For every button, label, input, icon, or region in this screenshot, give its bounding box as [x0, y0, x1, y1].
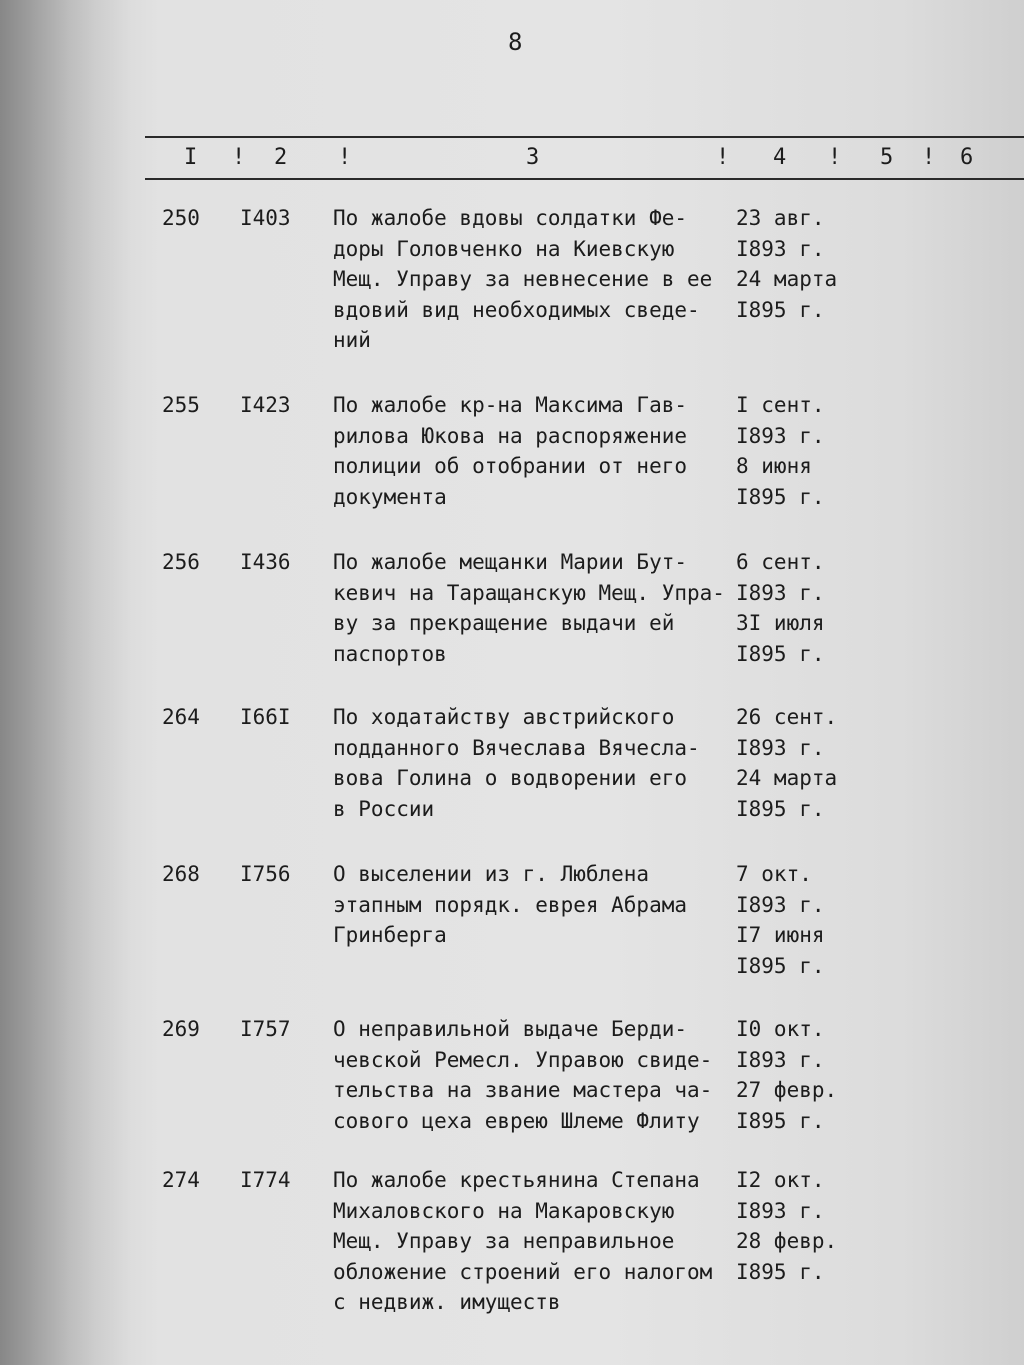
date-start-day: 26 сент.	[736, 705, 838, 729]
header-bottom-rule	[145, 178, 1024, 180]
date-start-year: I893 г.	[736, 580, 825, 605]
header-col-6: 6	[960, 145, 974, 170]
entry-file-number: I774	[240, 1168, 291, 1192]
description-line: О выселении из г. Люблена	[333, 862, 650, 886]
date-start-year: I893 г.	[736, 1047, 825, 1072]
entry-description	[333, 547, 725, 669]
header-top-rule	[145, 136, 1024, 138]
description-line: По ходатайству австрийского	[333, 705, 675, 729]
date-end-year: I895 г.	[736, 1259, 825, 1284]
page-number: 8	[508, 28, 524, 56]
entry-dates	[736, 547, 825, 669]
description-line: документа	[333, 484, 447, 509]
description-line: ву за прекращение выдачи ей	[333, 611, 675, 635]
entry-description	[333, 859, 687, 951]
header-separator: !	[828, 145, 842, 170]
entry-description	[333, 1165, 712, 1318]
description-line: этапным порядк. еврея Абрама	[333, 892, 688, 917]
entry-dates	[736, 390, 825, 512]
entry-dates	[736, 859, 825, 981]
date-end-day: 8 июня	[736, 454, 812, 478]
description-line: ний	[333, 328, 371, 352]
entry-dates	[736, 1165, 837, 1287]
date-start-day: 7 окт.	[736, 862, 812, 886]
date-end-day: 28 февр.	[736, 1229, 838, 1253]
entry-description	[333, 203, 712, 356]
entry-file-number: I423	[240, 393, 291, 417]
entry-number: 274	[162, 1168, 200, 1192]
entry-number: 255	[162, 393, 200, 417]
description-line: доры Головченко на Киевскую	[333, 236, 675, 261]
entry-file-number: I436	[240, 550, 291, 574]
date-end-year: I895 г.	[736, 484, 825, 509]
description-line: подданного Вячеслава Вячесла-	[333, 735, 700, 760]
entry-number: 268	[162, 862, 200, 886]
description-line: По жалобе мещанки Марии Бут-	[333, 550, 688, 574]
date-end-year: I895 г.	[736, 1108, 825, 1133]
date-start-day: I2 окт.	[736, 1168, 825, 1192]
date-end-year: I895 г.	[736, 641, 825, 666]
date-start-year: I893 г.	[736, 892, 825, 917]
entry-dates	[736, 203, 837, 325]
description-line: О неправильной выдаче Берди-	[333, 1017, 688, 1041]
header-separator: !	[338, 145, 352, 170]
entry-number: 256	[162, 550, 200, 574]
description-line: Михаловского на Макаровскую	[333, 1198, 675, 1223]
date-end-year: I895 г.	[736, 953, 825, 978]
description-line: кевич на Таращанскую Мещ. Упра-	[333, 580, 725, 605]
date-start-day: I0 окт.	[736, 1017, 825, 1041]
description-line: По жалобе вдовы солдатки Фе-	[333, 206, 688, 230]
description-line: в России	[333, 796, 435, 821]
entry-file-number: I757	[240, 1017, 291, 1041]
description-line: сового цеха еврею Шлеме Флиту	[333, 1108, 700, 1133]
header-separator: !	[922, 145, 936, 170]
entry-description	[333, 1014, 712, 1136]
date-end-day: 24 марта	[736, 766, 838, 790]
date-end-day: 24 марта	[736, 267, 838, 291]
entry-dates	[736, 1014, 837, 1136]
description-line: полиции об отобрании от него	[333, 454, 688, 478]
entry-file-number: I403	[240, 206, 291, 230]
date-start-year: I893 г.	[736, 236, 825, 261]
description-line: Мещ. Управу за неправильное	[333, 1229, 675, 1253]
header-col-3: 3	[526, 145, 540, 170]
date-start-year: I893 г.	[736, 735, 825, 760]
header-col-5: 5	[880, 145, 894, 170]
date-end-year: I895 г.	[736, 297, 825, 322]
entry-number: 250	[162, 206, 200, 230]
header-col-4: 4	[773, 145, 787, 170]
description-line: Гринберга	[333, 923, 447, 947]
header-separator: !	[716, 145, 730, 170]
header-col-1: I	[184, 145, 198, 170]
description-line: с недвиж. имуществ	[333, 1290, 561, 1314]
date-end-day: 27 февр.	[736, 1078, 838, 1102]
description-line: чевской Ремесл. Управою свиде-	[333, 1047, 713, 1072]
date-start-year: I893 г.	[736, 1198, 825, 1223]
entry-number: 264	[162, 705, 200, 729]
header-col-2: 2	[274, 145, 288, 170]
entry-description	[333, 702, 700, 824]
entry-file-number: I66I	[240, 705, 291, 729]
entry-file-number: I756	[240, 862, 291, 886]
date-end-day: I7 июня	[736, 923, 825, 947]
entry-description	[333, 390, 687, 512]
date-end-year: I895 г.	[736, 796, 825, 821]
description-line: вдовий вид необходимых сведе-	[333, 297, 700, 322]
entry-dates	[736, 702, 837, 824]
description-line: тельства на звание мастера ча-	[333, 1078, 713, 1102]
entry-number: 269	[162, 1017, 200, 1041]
description-line: По жалобе кр-на Максима Гав-	[333, 393, 688, 417]
description-line: рилова Юкова на распоряжение	[333, 423, 688, 448]
description-line: обложение строений его налогом	[333, 1259, 713, 1284]
description-line: паспортов	[333, 641, 447, 666]
description-line: По жалобе крестьянина Степана	[333, 1168, 700, 1192]
description-line: вова Голина о водворении его	[333, 766, 688, 790]
date-start-year: I893 г.	[736, 423, 825, 448]
date-start-day: I сент.	[736, 393, 825, 417]
date-end-day: 3I июля	[736, 611, 825, 635]
date-start-day: 6 сент.	[736, 550, 825, 574]
header-separator: !	[232, 145, 246, 170]
date-start-day: 23 авг.	[736, 206, 825, 230]
page-spine-shadow	[0, 0, 130, 1365]
description-line: Мещ. Управу за невнесение в ее	[333, 267, 713, 291]
